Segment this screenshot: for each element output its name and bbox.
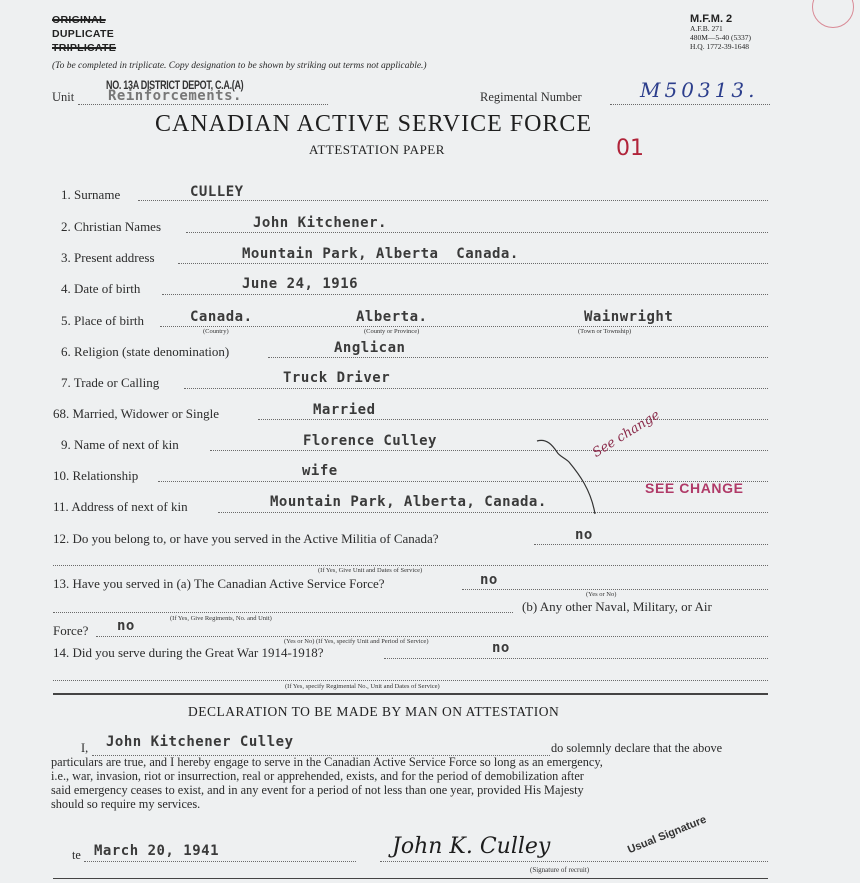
red-handwritten-mark: 01 (616, 136, 644, 161)
declaration-line-2: particulars are true, and I hereby engage to serve in the Canadian Active Service Force so long as an emergency, (51, 755, 603, 769)
form-print: 480M—5-40 (5337) (690, 33, 752, 42)
field-christian-names-line (186, 232, 768, 233)
birth-province-caption: (County or Province) (364, 328, 420, 335)
copy-duplicate: DUPLICATE (52, 28, 115, 40)
regimental-number-label: Regimental Number (480, 90, 582, 104)
form-afb: A.F.B. 271 (690, 24, 723, 33)
birth-town-caption: (Town or Township) (578, 328, 632, 335)
field-next-of-kin-line (210, 450, 768, 451)
field-place-of-birth-line (160, 326, 768, 327)
q13-force-label: Force? (53, 623, 89, 638)
unit-value: Reinforcements. (108, 88, 242, 104)
declaration-prefix: I, (81, 741, 89, 755)
q14-text: 14. Did you serve during the Great War 1914-1918? (53, 645, 324, 660)
field-religion-value: Anglican (334, 340, 406, 356)
see-change-stamp: SEE CHANGE (645, 480, 744, 496)
q14-answer: no (492, 640, 510, 656)
declaration-line-5: should so require my services. (51, 797, 201, 811)
q13-force-line (96, 636, 768, 637)
declaration-date: March 20, 1941 (94, 843, 220, 859)
field-next-of-kin-address-line (218, 512, 768, 513)
q13-answer-line (462, 589, 768, 590)
q13-regiment-caption: (If Yes, Give Regiments, No. and Unit) (170, 615, 272, 622)
regimental-number-value: M50313. (640, 78, 759, 102)
field-surname-label: 1. Surname (61, 187, 121, 202)
date-prefix: te (72, 848, 81, 862)
signature-caption: (Signature of recruit) (530, 866, 590, 874)
q13-detail-line (53, 612, 513, 613)
field-marital-status-value: Married (313, 402, 376, 418)
usual-signature-stamp: Usual Signature (626, 813, 709, 857)
birth-town-value: Wainwright (584, 309, 674, 325)
declaration-line-4: said emergency ceases to exist, and in any event for a period of not less than one year, provided His Majesty (51, 783, 584, 797)
q13-answer: no (480, 572, 498, 588)
q13-force-answer: no (117, 618, 135, 634)
copy-triplicate: TRIPLICATE (52, 42, 117, 54)
declaration-line-3: i.e., war, invasion, riot or insurrection, real or apprehended, exists, and for the period of demobilization after (51, 769, 584, 783)
section-divider (53, 693, 768, 695)
field-next-of-kin-value: Florence Culley (303, 433, 437, 449)
form-code: M.F.M. 2 (690, 13, 733, 25)
field-religion-line (268, 357, 768, 358)
q14-detail-line (53, 680, 768, 681)
field-religion-label: 6. Religion (state denomination) (61, 344, 230, 359)
q14-answer-line (384, 658, 768, 659)
field-date-of-birth-value: June 24, 1916 (242, 276, 359, 292)
q14-caption: (If Yes, specify Regimental No., Unit and Dates of Service) (285, 683, 440, 690)
q13-yes-no-caption: (Yes or No) (586, 591, 617, 598)
birth-province-value: Alberta. (356, 309, 428, 325)
field-marital-status-label: 68. Married, Widower or Single (53, 406, 220, 421)
field-trade-value: Truck Driver (283, 370, 391, 386)
copy-instruction: (To be completed in triplicate. Copy designation to be shown by striking out terms not applicable.) (52, 61, 427, 71)
handwritten-see-change: See change (590, 407, 663, 461)
unit-label: Unit (52, 90, 75, 104)
field-present-address-line (178, 263, 768, 264)
q12-caption: (If Yes, Give Unit and Dates of Service) (318, 567, 423, 574)
field-marital-status-line (258, 419, 768, 420)
field-relationship-label: 10. Relationship (53, 468, 139, 483)
q12-detail-line (53, 565, 768, 566)
declaration-heading: DECLARATION TO BE MADE BY MAN ON ATTESTATION (188, 704, 560, 719)
copy-original: ORIGINAL (52, 14, 106, 26)
field-next-of-kin-address-value: Mountain Park, Alberta, Canada. (270, 494, 547, 510)
field-date-of-birth-label: 4. Date of birth (61, 281, 141, 296)
field-christian-names-value: John Kitchener. (253, 215, 387, 231)
field-date-of-birth-line (162, 294, 768, 295)
field-trade-line (184, 388, 768, 389)
field-christian-names-label: 2. Christian Names (61, 219, 162, 234)
birth-country-value: Canada. (190, 309, 253, 325)
q13-part-b: (b) Any other Naval, Military, or Air (522, 599, 712, 614)
regimental-number-line (610, 104, 770, 105)
declaration-suffix: do solemnly declare that the above (551, 741, 723, 755)
form-hq: H.Q. 1772-39-1648 (690, 42, 749, 51)
q13-period-caption: (Yes or No) (If Yes, specify Unit and Period of Service) (284, 638, 429, 645)
page-subtitle: ATTESTATION PAPER (309, 142, 445, 157)
q12-text: 12. Do you belong to, or have you served in the Active Militia of Canada? (53, 531, 439, 546)
red-pencil-mark (812, 0, 854, 28)
field-trade-label: 7. Trade or Calling (61, 375, 160, 390)
q12-answer-line (534, 544, 768, 545)
field-surname-line (138, 200, 768, 201)
signature-line (380, 861, 768, 862)
field-next-of-kin-label: 9. Name of next of kin (61, 437, 179, 452)
field-present-address-label: 3. Present address (61, 250, 155, 265)
unit-line (78, 104, 328, 105)
declaration-name: John Kitchener Culley (106, 734, 294, 750)
field-relationship-value: wife (302, 463, 338, 479)
recruit-signature: John K. Culley (392, 834, 551, 859)
q12-answer: no (575, 527, 593, 543)
field-surname-value: CULLEY (190, 184, 244, 200)
birth-country-caption: (Country) (203, 328, 229, 335)
field-present-address-value: Mountain Park, Alberta Canada. (242, 246, 519, 262)
unit-stamp: NO. 13A DISTRICT DEPOT, C.A.(A) (106, 78, 244, 92)
field-place-of-birth-label: 5. Place of birth (61, 313, 145, 328)
form-reference (690, 15, 751, 51)
date-line (84, 861, 356, 862)
bottom-rule (53, 878, 768, 879)
page-title: CANADIAN ACTIVE SERVICE FORCE (155, 111, 593, 137)
q13-text: 13. Have you served in (a) The Canadian Active Service Force? (53, 576, 385, 591)
field-next-of-kin-address-label: 11. Address of next of kin (53, 499, 188, 514)
